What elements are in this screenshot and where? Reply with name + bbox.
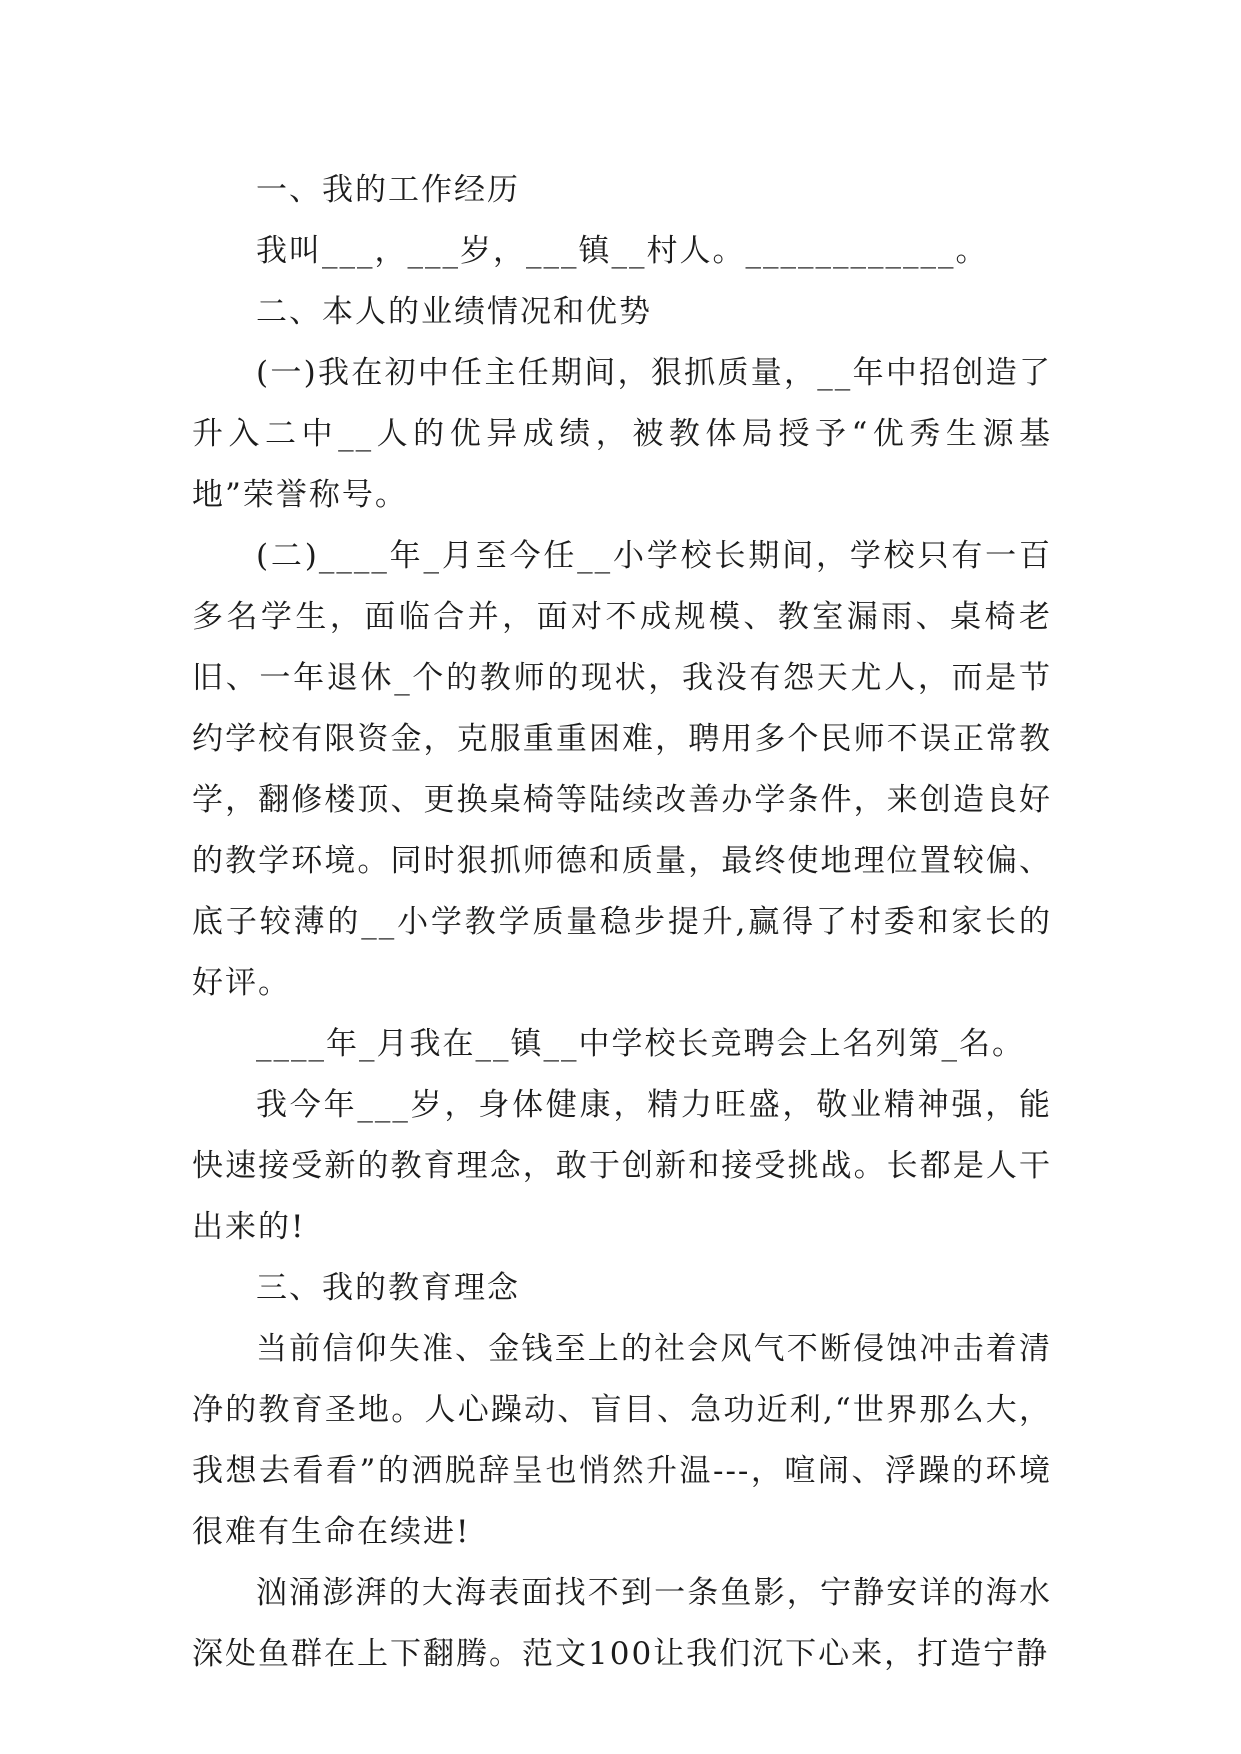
paragraph-achievement-2: (二)____年_月至今任__小学校长期间，学校只有一百多名学生，面临合并，面对不成规模、教室漏雨、桌椅老旧、一年退休_个的教师的现状，我没有怨天尤人，而是节约学校有限资金，克服重重困难，聘用多个民师不误正常教学，翻修楼顶、更换桌椅等陆续改善办学条件，来创造良好的教学环境。同时狠抓师德和质量，最终使地理位置较偏、底子较薄的__小学教学质量稳步提升,赢得了村委和家长的好评。 [192, 538, 1052, 1001]
paragraph-philosophy-2: 汹涌澎湃的大海表面找不到一条鱼影，宁静安详的海水深处鱼群在上下翻腾。范文100让我们沉下心来，打造宁静 [192, 1575, 1052, 1672]
paragraph-personal-strengths: 我今年___岁，身体健康，精力旺盛，敬业精神强，能快速接受新的教育理念，敢于创新和接受挑战。长都是人干出来的! [192, 1087, 1052, 1245]
paragraph-philosophy-1: 当前信仰失准、金钱至上的社会风气不断侵蚀冲击着清净的教育圣地。人心躁动、盲目、急功近利,“世界那么大，我想去看看”的洒脱辞呈也悄然升温---，喧闹、浮躁的环境很难有生命在续进! [192, 1331, 1052, 1550]
paragraph-self-intro: 我叫___，___岁，___镇__村人。____________。 [256, 233, 989, 269]
section-heading-achievements: 二、本人的业绩情况和优势 [256, 294, 652, 330]
section-heading-work-history: 一、我的工作经历 [256, 172, 520, 208]
paragraph-achievement-1: (一)我在初中任主任期间，狠抓质量，__年中招创造了升入二中__人的优异成绩，被教体局授予“优秀生源基地”荣誉称号。 [192, 355, 1052, 513]
paragraph-competition: ____年_月我在__镇__中学校长竞聘会上名列第_名。 [256, 1026, 1025, 1062]
section-heading-philosophy: 三、我的教育理念 [256, 1270, 520, 1306]
document-body [192, 160, 1052, 1685]
